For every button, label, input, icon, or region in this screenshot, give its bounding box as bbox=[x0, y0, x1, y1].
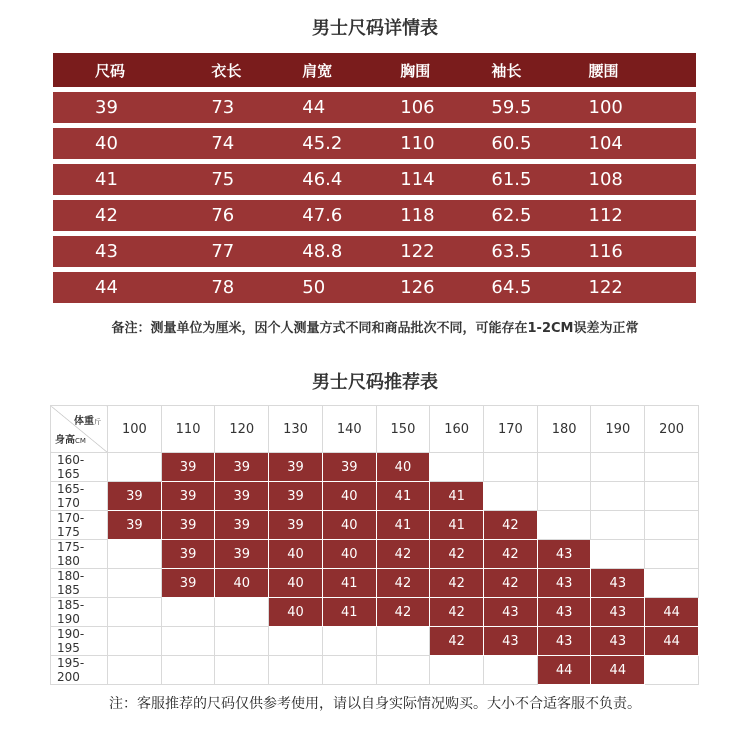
size-cell: 41 bbox=[322, 569, 376, 598]
detail-cell: 112 bbox=[589, 200, 697, 231]
size-cell: 43 bbox=[537, 627, 591, 656]
size-cell: 41 bbox=[376, 511, 430, 540]
detail-row bbox=[53, 128, 696, 159]
detail-cell: 63.5 bbox=[491, 236, 588, 267]
size-cell bbox=[430, 453, 484, 482]
detail-cell: 42 bbox=[53, 200, 211, 231]
size-cell bbox=[215, 627, 269, 656]
size-cell: 42 bbox=[484, 569, 538, 598]
height-row bbox=[51, 453, 699, 482]
detail-cell: 43 bbox=[53, 236, 211, 267]
size-recommend-table bbox=[50, 405, 699, 685]
size-cell: 44 bbox=[645, 598, 699, 627]
height-label: 185-190 bbox=[51, 598, 108, 627]
height-row bbox=[51, 627, 699, 656]
detail-header-row bbox=[53, 53, 696, 87]
detail-cell: 122 bbox=[400, 236, 491, 267]
size-cell bbox=[645, 569, 699, 598]
size-cell: 40 bbox=[269, 569, 323, 598]
detail-cell: 59.5 bbox=[491, 92, 588, 123]
size-cell: 44 bbox=[645, 627, 699, 656]
detail-cell: 110 bbox=[400, 128, 491, 159]
size-cell bbox=[645, 453, 699, 482]
detail-table-title: 男士尺码详情表 bbox=[312, 18, 438, 39]
size-cell bbox=[645, 656, 699, 685]
size-cell: 43 bbox=[591, 598, 645, 627]
height-label: 190-195 bbox=[51, 627, 108, 656]
size-cell: 44 bbox=[537, 656, 591, 685]
size-cell bbox=[322, 627, 376, 656]
size-cell: 39 bbox=[161, 540, 215, 569]
weight-header-cell: 190 bbox=[591, 406, 645, 453]
detail-cell: 44 bbox=[302, 92, 400, 123]
detail-row bbox=[53, 272, 696, 303]
detail-cell: 40 bbox=[53, 128, 211, 159]
detail-header-cell: 腰围 bbox=[589, 53, 697, 87]
detail-header-cell: 袖长 bbox=[491, 53, 588, 87]
size-cell: 42 bbox=[484, 511, 538, 540]
detail-cell: 45.2 bbox=[302, 128, 400, 159]
weight-header-cell: 110 bbox=[161, 406, 215, 453]
height-label: 170-175 bbox=[51, 511, 108, 540]
size-cell bbox=[645, 540, 699, 569]
size-detail-table bbox=[53, 48, 696, 308]
weight-header-cell: 120 bbox=[215, 406, 269, 453]
size-cell bbox=[376, 627, 430, 656]
detail-cell: 106 bbox=[400, 92, 491, 123]
size-cell: 41 bbox=[430, 511, 484, 540]
size-cell: 40 bbox=[322, 540, 376, 569]
size-cell bbox=[269, 627, 323, 656]
size-cell: 42 bbox=[430, 569, 484, 598]
height-row bbox=[51, 569, 699, 598]
size-cell bbox=[537, 482, 591, 511]
detail-cell: 100 bbox=[589, 92, 697, 123]
detail-cell: 50 bbox=[302, 272, 400, 303]
size-cell: 40 bbox=[215, 569, 269, 598]
size-cell bbox=[537, 511, 591, 540]
size-cell: 39 bbox=[269, 482, 323, 511]
size-cell: 40 bbox=[322, 511, 376, 540]
size-cell bbox=[108, 540, 162, 569]
detail-header-cell: 胸围 bbox=[400, 53, 491, 87]
size-cell: 43 bbox=[537, 569, 591, 598]
size-cell bbox=[591, 511, 645, 540]
size-cell: 39 bbox=[161, 453, 215, 482]
size-cell bbox=[484, 656, 538, 685]
size-cell bbox=[215, 656, 269, 685]
size-cell: 42 bbox=[376, 569, 430, 598]
size-cell: 39 bbox=[215, 482, 269, 511]
size-cell: 43 bbox=[537, 540, 591, 569]
size-cell: 39 bbox=[161, 511, 215, 540]
size-cell: 39 bbox=[108, 482, 162, 511]
corner-cell bbox=[51, 406, 108, 453]
weight-header-cell: 150 bbox=[376, 406, 430, 453]
detail-header-cell: 肩宽 bbox=[302, 53, 400, 87]
size-cell bbox=[484, 453, 538, 482]
weight-header-cell: 170 bbox=[484, 406, 538, 453]
height-label: 180-185 bbox=[51, 569, 108, 598]
detail-cell: 74 bbox=[211, 128, 302, 159]
detail-cell: 73 bbox=[211, 92, 302, 123]
height-row bbox=[51, 511, 699, 540]
size-cell bbox=[591, 482, 645, 511]
measurement-note: 备注：测量单位为厘米，因个人测量方式不同和商品批次不同，可能存在1-2CM误差为正常 bbox=[111, 321, 639, 336]
size-cell bbox=[322, 656, 376, 685]
size-cell: 39 bbox=[322, 453, 376, 482]
size-cell: 42 bbox=[376, 598, 430, 627]
size-cell bbox=[161, 627, 215, 656]
size-cell bbox=[108, 656, 162, 685]
size-cell bbox=[108, 453, 162, 482]
detail-cell: 122 bbox=[589, 272, 697, 303]
size-cell: 42 bbox=[430, 598, 484, 627]
size-cell: 43 bbox=[484, 627, 538, 656]
size-cell bbox=[108, 627, 162, 656]
size-cell: 39 bbox=[215, 453, 269, 482]
height-label: 175-180 bbox=[51, 540, 108, 569]
height-row bbox=[51, 482, 699, 511]
size-cell: 40 bbox=[269, 598, 323, 627]
size-cell bbox=[161, 656, 215, 685]
size-cell: 43 bbox=[537, 598, 591, 627]
size-cell bbox=[215, 598, 269, 627]
size-cell: 39 bbox=[108, 511, 162, 540]
size-cell bbox=[108, 598, 162, 627]
height-label: 165-170 bbox=[51, 482, 108, 511]
weight-axis-label: 体重斤 bbox=[74, 416, 101, 427]
detail-cell: 108 bbox=[589, 164, 697, 195]
detail-cell: 44 bbox=[53, 272, 211, 303]
height-row bbox=[51, 598, 699, 627]
detail-cell: 61.5 bbox=[491, 164, 588, 195]
detail-row bbox=[53, 236, 696, 267]
detail-cell: 114 bbox=[400, 164, 491, 195]
size-cell bbox=[484, 482, 538, 511]
size-cell: 42 bbox=[376, 540, 430, 569]
size-cell bbox=[591, 453, 645, 482]
height-axis-label: 身高CM bbox=[55, 435, 86, 446]
detail-cell: 75 bbox=[211, 164, 302, 195]
size-cell: 39 bbox=[161, 482, 215, 511]
size-cell bbox=[108, 569, 162, 598]
weight-header-row bbox=[51, 406, 699, 453]
size-cell: 41 bbox=[376, 482, 430, 511]
detail-cell: 39 bbox=[53, 92, 211, 123]
weight-header-cell: 180 bbox=[537, 406, 591, 453]
detail-cell: 77 bbox=[211, 236, 302, 267]
weight-header-cell: 160 bbox=[430, 406, 484, 453]
height-row bbox=[51, 540, 699, 569]
size-cell: 39 bbox=[161, 569, 215, 598]
size-cell bbox=[591, 540, 645, 569]
detail-cell: 116 bbox=[589, 236, 697, 267]
detail-cell: 64.5 bbox=[491, 272, 588, 303]
height-label: 195-200 bbox=[51, 656, 108, 685]
size-cell: 42 bbox=[430, 540, 484, 569]
size-cell bbox=[537, 453, 591, 482]
size-cell: 43 bbox=[591, 627, 645, 656]
height-label: 160-165 bbox=[51, 453, 108, 482]
size-cell bbox=[645, 511, 699, 540]
size-cell bbox=[645, 482, 699, 511]
detail-cell: 47.6 bbox=[302, 200, 400, 231]
detail-cell: 41 bbox=[53, 164, 211, 195]
size-cell: 42 bbox=[484, 540, 538, 569]
height-row bbox=[51, 656, 699, 685]
detail-cell: 60.5 bbox=[491, 128, 588, 159]
size-cell: 39 bbox=[215, 540, 269, 569]
weight-header-cell: 200 bbox=[645, 406, 699, 453]
detail-row bbox=[53, 164, 696, 195]
detail-cell: 126 bbox=[400, 272, 491, 303]
size-cell bbox=[161, 598, 215, 627]
size-cell: 41 bbox=[322, 598, 376, 627]
size-cell bbox=[376, 656, 430, 685]
detail-cell: 118 bbox=[400, 200, 491, 231]
size-cell: 40 bbox=[376, 453, 430, 482]
detail-row bbox=[53, 92, 696, 123]
weight-header-cell: 100 bbox=[108, 406, 162, 453]
detail-cell: 46.4 bbox=[302, 164, 400, 195]
size-cell: 41 bbox=[430, 482, 484, 511]
detail-cell: 48.8 bbox=[302, 236, 400, 267]
weight-header-cell: 130 bbox=[269, 406, 323, 453]
detail-header-cell: 衣长 bbox=[211, 53, 302, 87]
footer-note: 注：客服推荐的尺码仅供参考使用，请以自身实际情况购买。大小不合适客服不负责。 bbox=[109, 696, 641, 712]
size-cell: 39 bbox=[215, 511, 269, 540]
size-cell: 42 bbox=[430, 627, 484, 656]
weight-header-cell: 140 bbox=[322, 406, 376, 453]
detail-cell: 62.5 bbox=[491, 200, 588, 231]
size-cell: 44 bbox=[591, 656, 645, 685]
size-cell: 40 bbox=[322, 482, 376, 511]
detail-row bbox=[53, 200, 696, 231]
size-cell: 43 bbox=[591, 569, 645, 598]
detail-cell: 104 bbox=[589, 128, 697, 159]
detail-cell: 76 bbox=[211, 200, 302, 231]
detail-cell: 78 bbox=[211, 272, 302, 303]
size-cell bbox=[269, 656, 323, 685]
size-cell: 43 bbox=[484, 598, 538, 627]
detail-header-cell: 尺码 bbox=[53, 53, 211, 87]
recommend-table-title: 男士尺码推荐表 bbox=[312, 372, 438, 393]
size-cell bbox=[430, 656, 484, 685]
size-cell: 40 bbox=[269, 540, 323, 569]
size-cell: 39 bbox=[269, 511, 323, 540]
size-cell: 39 bbox=[269, 453, 323, 482]
